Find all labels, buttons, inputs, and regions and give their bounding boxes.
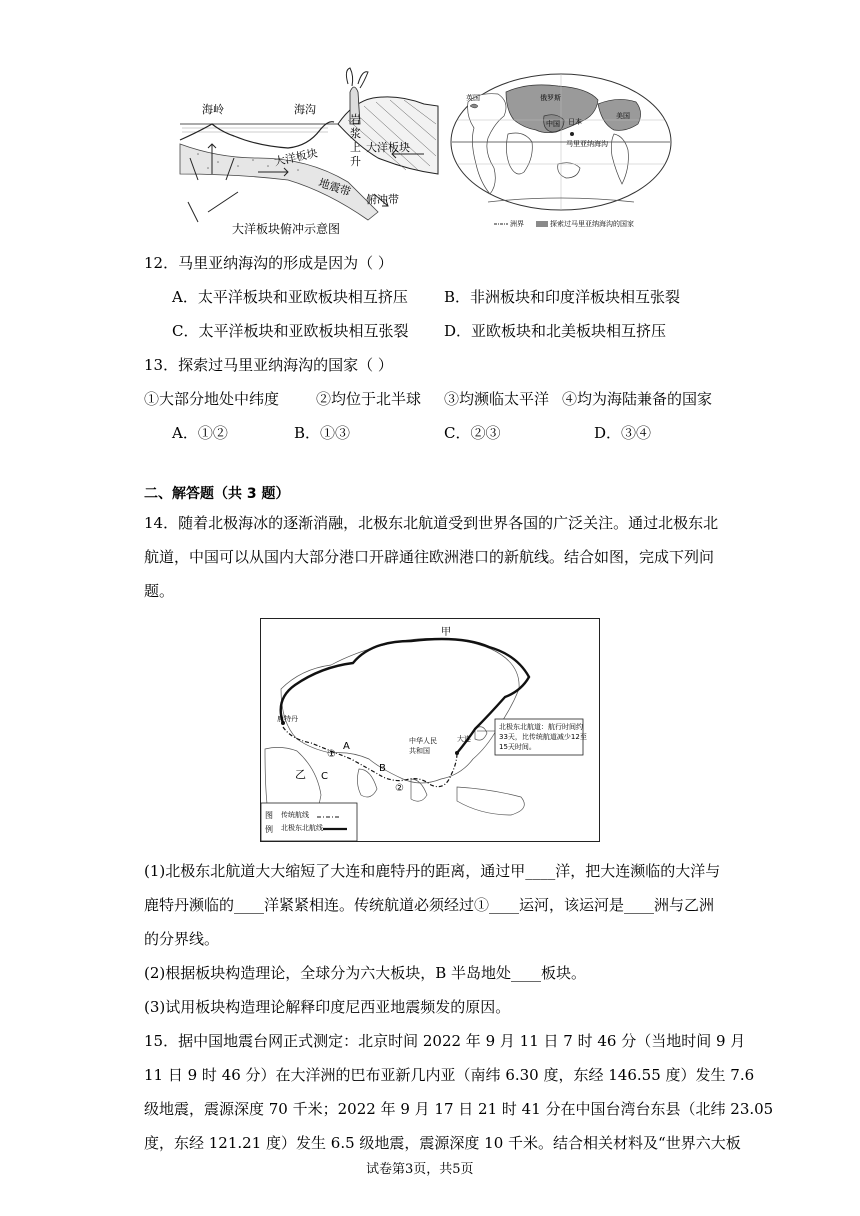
q15-text-line-3: 级地震，震源深度 70 千米；2022 年 9 月 17 日 21 时 41 分在中国台湾台东县（北纬 23.05 xyxy=(144,1100,774,1118)
q12-option-b[interactable]: B．非洲板块和印度洋板块相互张裂 xyxy=(444,288,681,306)
map-legend-traditional: 传统航线 xyxy=(281,811,309,819)
label-mariana-trench: 马里亚纳海沟 xyxy=(566,140,608,148)
map-label-yi: 乙 xyxy=(295,768,306,781)
q13-statement-3: ③均濒临太平洋 xyxy=(444,390,550,408)
map-note-line-3: 15天时间。 xyxy=(499,743,536,751)
label-subduction-belt: 俯冲带 xyxy=(366,193,399,206)
label-magma-4: 升 xyxy=(350,155,361,168)
label-ridge: 海岭 xyxy=(202,103,224,116)
q13-statement-1: ①大部分地处中纬度 xyxy=(144,390,280,408)
q14-part1-line-2: 鹿特丹濒临的____洋紧紧相连。传统航道必须经过①____运河，该运河是____洲与乙洲 xyxy=(144,896,715,914)
map-legend-tu: 图 xyxy=(265,811,273,820)
legend-border: 洲界 xyxy=(510,220,524,228)
q12-option-a[interactable]: A．太平洋板块和亚欧板块相互挤压 xyxy=(172,288,408,306)
q14-part2: (2)根据板块构造理论，全球分为六大板块，B 半岛地处____板块。 xyxy=(144,964,587,982)
map-label-circle-2: ② xyxy=(395,783,404,794)
map-label-a: A xyxy=(343,741,350,752)
label-trench: 海沟 xyxy=(294,103,316,116)
map-label-c: C xyxy=(321,771,328,782)
map-note-line-1: 北极东北航道：航行时间约 xyxy=(499,723,583,731)
map-legend-arctic: 北极东北航线 xyxy=(281,824,323,832)
q13-option-c[interactable]: C．②③ xyxy=(444,424,501,442)
section-2-heading: 二、解答题（共 3 题） xyxy=(144,486,290,502)
q12-option-d[interactable]: D．亚欧板块和北美板块相互挤压 xyxy=(444,322,667,340)
label-oceanic-plate-left: 大洋板块 xyxy=(273,146,319,169)
label-magma-2: 浆 xyxy=(350,127,361,140)
q14-part1-line-3: 的分界线。 xyxy=(144,930,220,948)
label-magma-1: 岩 xyxy=(350,113,361,126)
q13-option-b[interactable]: B．①③ xyxy=(294,424,351,442)
label-usa: 美国 xyxy=(616,112,630,120)
legend-countries: 探索过马里亚纳海沟的国家 xyxy=(550,220,634,228)
q15-text-line-2: 11 日 9 时 46 分）在大洋洲的巴布亚新几内亚（南纬 6.30 度，东经 146.55 度）发生 7.6 xyxy=(144,1066,755,1084)
world-map-svg xyxy=(448,72,674,232)
map-note-line-2: 33天，比传统航道减少12至 xyxy=(499,733,587,741)
figure1-caption: 大洋板块俯冲示意图 xyxy=(232,222,341,236)
label-earthquake-belt: 地震带 xyxy=(316,176,353,199)
q13-statement-4: ④均为海陆兼备的国家 xyxy=(562,390,713,408)
q14-text-line-3: 题。 xyxy=(144,582,175,600)
label-uk: 英国 xyxy=(466,94,480,102)
q14-part1-line-1: (1)北极东北航道大大缩短了大连和鹿特丹的距离，通过甲____洋，把大连濒临的大洋与 xyxy=(144,862,721,880)
label-magma-3: 上 xyxy=(350,141,361,154)
map-label-circle-1: ① xyxy=(327,749,336,760)
q13-option-a[interactable]: A．①② xyxy=(172,424,228,442)
q13-stem: 13．探索过马里亚纳海沟的国家（ ） xyxy=(144,356,393,374)
arctic-route-map xyxy=(260,618,600,842)
label-oceanic-plate-right: 大洋板块 xyxy=(366,141,410,154)
map-label-rotterdam: 鹿特丹 xyxy=(277,715,298,723)
q15-text-line-4: 度，东经 121.21 度）发生 6.5 级地震，震源深度 10 千米。结合相关材料及“世界六大板 xyxy=(144,1134,741,1152)
q15-text-line-1: 15．据中国地震台网正式测定：北京时间 2022 年 9 月 11 日 7 时 46 分（当地时间 9 月 xyxy=(144,1032,746,1050)
map-label-china-1: 中华人民 xyxy=(409,737,437,745)
map-legend-li: 例 xyxy=(265,825,273,834)
label-china: 中国 xyxy=(546,120,560,128)
q13-option-d[interactable]: D．③④ xyxy=(594,424,652,442)
q14-part3: (3)试用板块构造理论解释印度尼西亚地震频发的原因。 xyxy=(144,998,511,1016)
label-russia: 俄罗斯 xyxy=(540,94,561,102)
world-map xyxy=(448,72,674,232)
map-label-jia: 甲 xyxy=(441,627,451,638)
map-label-b: B xyxy=(379,763,386,774)
page-footer: 试卷第3页，共5页 xyxy=(366,1162,474,1177)
q12-stem: 12．马里亚纳海沟的形成是因为（ ） xyxy=(144,254,393,272)
label-japan: 日本 xyxy=(568,118,582,126)
q12-option-c[interactable]: C．太平洋板块和亚欧板块相互张裂 xyxy=(172,322,409,340)
map-label-china-2: 共和国 xyxy=(409,747,430,755)
map-label-dalian: 大连 xyxy=(457,735,471,743)
q14-text-line-2: 航道，中国可以从国内大部分港口开辟通往欧洲港口的新航线。结合如图，完成下列问 xyxy=(144,548,715,566)
q13-statement-2: ②均位于北半球 xyxy=(316,390,422,408)
subduction-diagram xyxy=(178,62,440,244)
q14-text-line-1: 14．随着北极海冰的逐渐消融，北极东北航道受到世界各国的广泛关注。通过北极东北 xyxy=(144,514,719,532)
